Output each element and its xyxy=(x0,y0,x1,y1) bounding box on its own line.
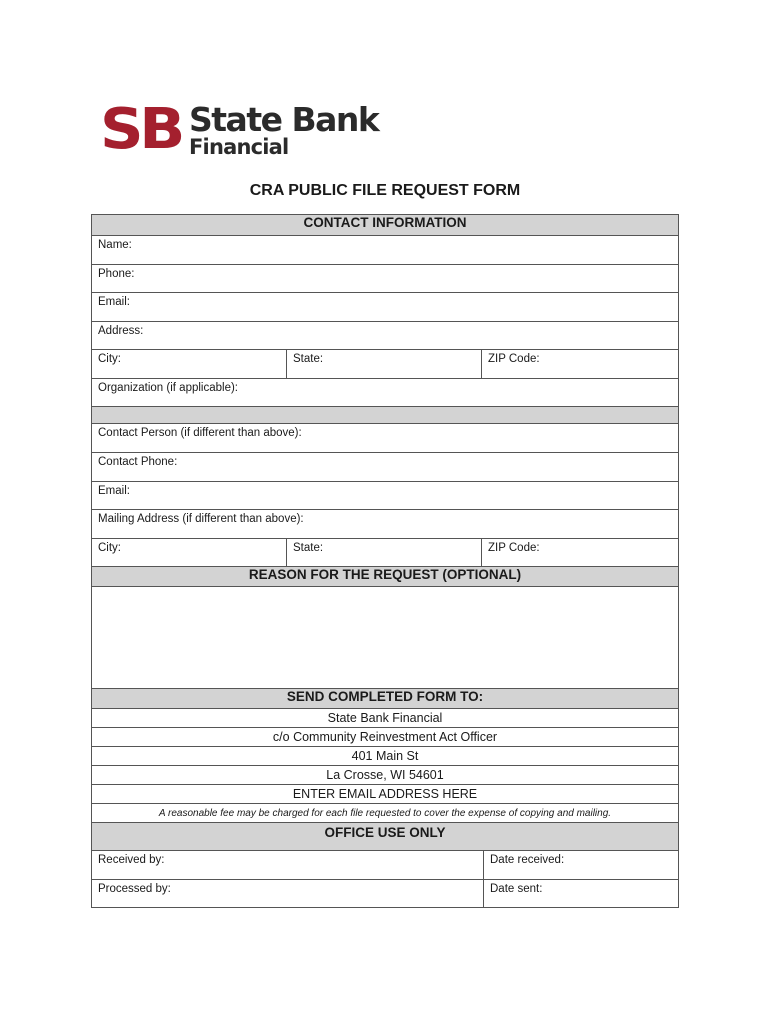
office-header xyxy=(92,822,678,850)
mailing-city-state-zip-row xyxy=(92,538,678,566)
send-header xyxy=(92,688,678,708)
send-line-email-text: ENTER EMAIL ADDRESS HERE xyxy=(292,787,478,801)
city-field[interactable]: City: xyxy=(92,350,287,378)
email-label: Email: xyxy=(98,296,130,308)
send-line-street xyxy=(92,746,678,765)
contact-email-field[interactable] xyxy=(92,481,678,509)
send-header-label: SEND COMPLETED FORM TO: xyxy=(286,689,484,704)
address-field[interactable] xyxy=(92,321,678,349)
form-title: CRA PUBLIC FILE REQUEST FORM xyxy=(249,182,521,199)
processed-by-field[interactable]: Processed by: xyxy=(92,880,484,907)
state-field[interactable]: State: xyxy=(287,350,482,378)
fee-note xyxy=(92,803,678,822)
office-row-processed xyxy=(92,879,678,907)
contact-person-field[interactable] xyxy=(92,423,678,452)
city-state-zip-row xyxy=(92,349,678,378)
send-line-city-text: La Crosse, WI 54601 xyxy=(326,768,444,782)
send-line-name xyxy=(92,708,678,727)
name-field[interactable] xyxy=(92,235,678,264)
mailing-address-field[interactable] xyxy=(92,509,678,538)
send-line-email[interactable] xyxy=(92,784,678,803)
mailing-state-field[interactable]: State: xyxy=(287,539,482,566)
contact-person-label: Contact Person (if different than above): xyxy=(98,427,302,439)
office-row-received xyxy=(92,850,678,879)
logo-mark: SB xyxy=(100,97,182,162)
contact-header xyxy=(92,215,678,235)
date-sent-field[interactable]: Date sent: xyxy=(490,883,543,895)
address-label: Address: xyxy=(98,325,144,337)
contact-phone-field[interactable] xyxy=(92,452,678,481)
send-line-street-text: 401 Main St xyxy=(351,749,419,763)
send-line-city xyxy=(92,765,678,784)
request-form xyxy=(91,214,679,908)
phone-field[interactable] xyxy=(92,264,678,292)
name-label: Name: xyxy=(98,239,132,251)
logo-line1: State Bank xyxy=(189,99,379,139)
send-line-name-text: State Bank Financial xyxy=(327,711,443,725)
logo-text xyxy=(189,99,379,159)
contact-phone-label: Contact Phone: xyxy=(98,456,178,468)
logo-line2: Financial xyxy=(189,134,289,159)
reason-header xyxy=(92,566,678,586)
contact-header-label: CONTACT INFORMATION xyxy=(303,215,467,230)
email-field[interactable] xyxy=(92,292,678,321)
section-divider xyxy=(92,406,678,423)
zip-field[interactable]: ZIP Code: xyxy=(488,353,540,365)
mailing-zip-field[interactable]: ZIP Code: xyxy=(488,542,540,554)
mailing-address-label: Mailing Address (if different than above): xyxy=(98,513,304,525)
office-header-label: OFFICE USE ONLY xyxy=(324,825,446,840)
send-line-attention xyxy=(92,727,678,746)
reason-textarea[interactable] xyxy=(92,586,678,688)
organization-field[interactable] xyxy=(92,378,678,406)
mailing-city-field[interactable]: City: xyxy=(92,539,287,566)
date-received-field[interactable]: Date received: xyxy=(490,854,565,866)
reason-header-label: REASON FOR THE REQUEST (OPTIONAL) xyxy=(248,567,522,582)
bank-logo xyxy=(100,97,379,162)
contact-email-label: Email: xyxy=(98,485,130,497)
fee-note-text: A reasonable fee may be charged for each file requested to cover the expense of copying and mailing. xyxy=(158,807,612,819)
organization-label: Organization (if applicable): xyxy=(98,382,238,394)
phone-label: Phone: xyxy=(98,268,135,280)
received-by-field[interactable]: Received by: xyxy=(92,851,484,879)
send-line-attention-text: c/o Community Reinvestment Act Officer xyxy=(272,730,498,744)
